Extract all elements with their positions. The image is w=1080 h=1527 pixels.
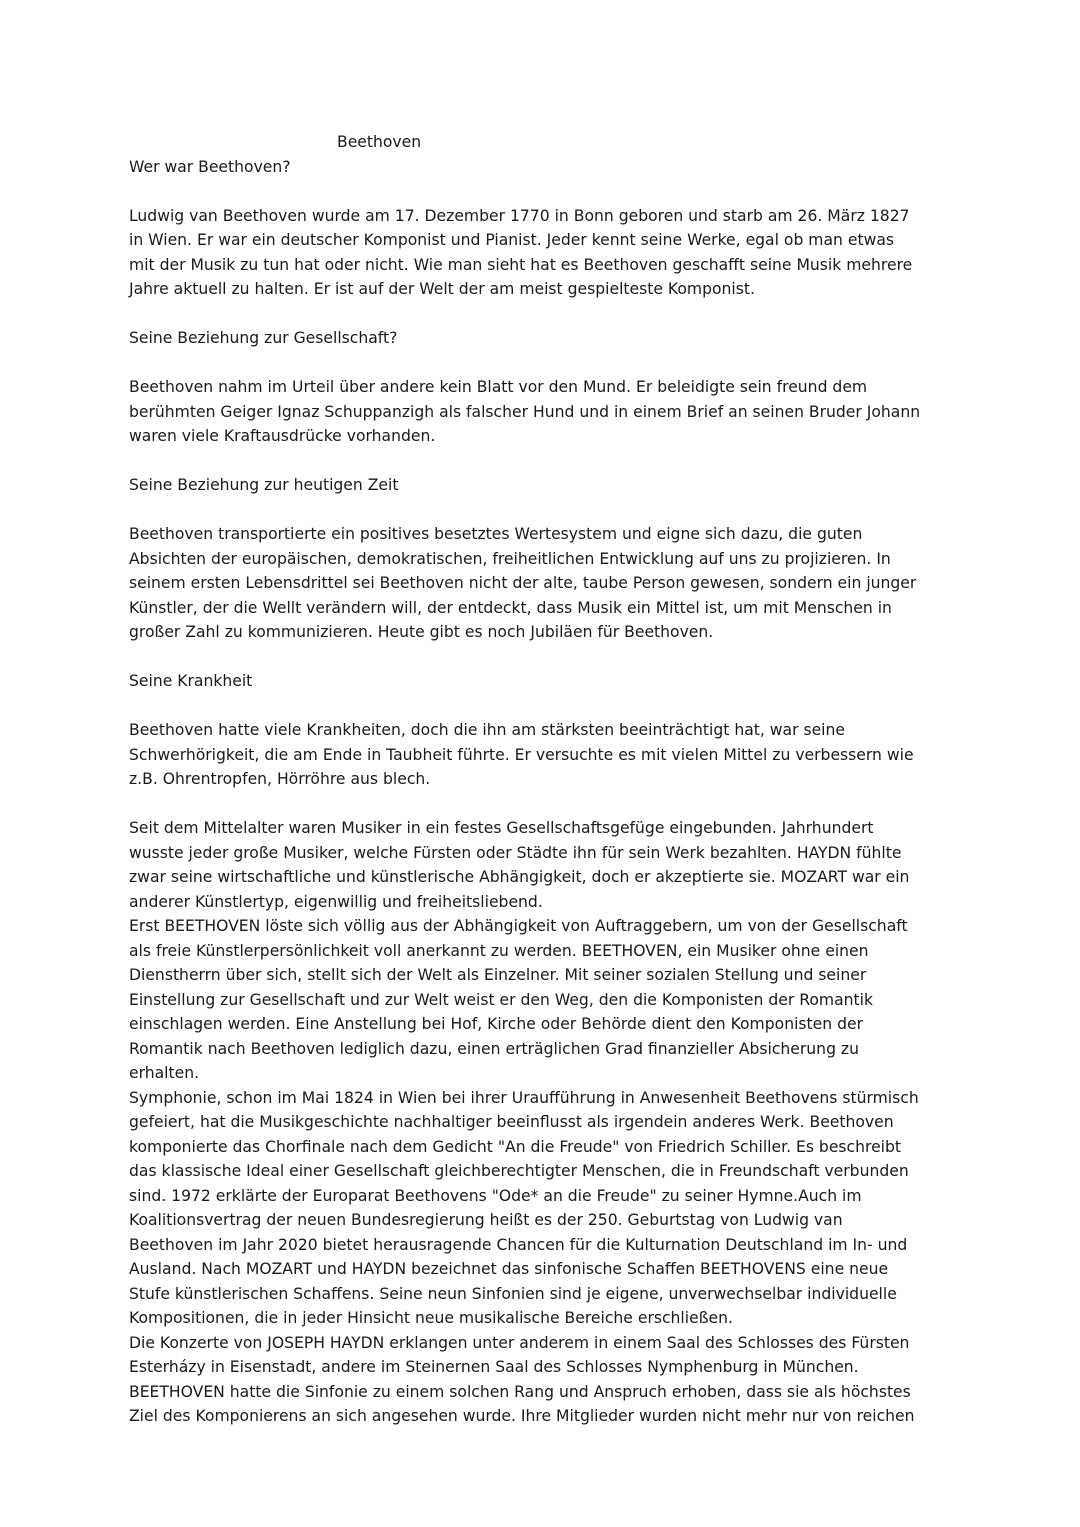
section-body-today: Beethoven transportierte ein positives besetztes Wertesystem und eigne sich dazu, die guten Absichten der europäischen, demokratischen, freiheitlichen Entwicklung auf uns zu projizieren. In seinem ersten Lebensdrittel sei Beethoven nicht der alte, taube Person gewesen, sondern ein junger Künstler, der die Wellt verändern will, der entdeckt, dass Musik ein Mittel ist, um mit Menschen in großer Zahl zu kommunizieren. Heute gibt es noch Jubiläen für Beethoven. bbox=[129, 525, 917, 641]
section-heading-society: Seine Beziehung zur Gesellschaft? bbox=[129, 329, 398, 347]
paragraph-middle-ages: Seit dem Mittelalter waren Musiker in ein festes Gesellschaftsgefüge eingebunden. Jahrhundert wusste jeder große Musiker, welche Fürsten oder Städte ihn für sein Werk bezahlten. HAYDN fühlte zwar seine wirtschaftliche und künstlerische Abhängigkeit, doch er akzeptierte sie. MOZART war ein anderer Künstlertyp, eigenwillig und freiheitsliebend. bbox=[129, 819, 910, 911]
paragraph-symphony: Symphonie, schon im Mai 1824 in Wien bei ihrer Uraufführung in Anwesenheit Beethovens stürmisch gefeiert, hat die Musikgeschichte nachhaltiger beeinflusst als irgendein anderes Werk. Beethoven komponierte das Chorfinale nach dem Gedicht "An die Freude" von Friedrich Schiller. Es beschreibt das klassische Ideal einer Gesellschaft gleichberechtigter Menschen, die in Freundschaft verbunden sind. 1972 erklärte der Europarat Beethovens "Ode* an die Freude" zu seiner Hymne.Auch im Koalitionsvertrag der neuen Bundesregierung heißt es der 250. Geburtstag von Ludwig van Beethoven im Jahr 2020 bietet herausragende Chancen für die Kulturnation Deutschland im In- und Ausland. Nach MOZART und HAYDN bezeichnet das sinfonische Schaffen BEETHOVENS eine neue Stufe künstlerischen Schaffens. Seine neun Sinfonien sind je eigene, unverwechselbar individuelle Kompositionen, die in jeder Hinsicht neue musikalische Bereiche erschließen. bbox=[129, 1088, 919, 1327]
section-heading-who: Wer war Beethoven? bbox=[129, 157, 291, 176]
document-title: Beethoven bbox=[337, 133, 422, 151]
document-page bbox=[129, 130, 954, 1429]
paragraph-independence: Erst BEETHOVEN löste sich völlig aus der Abhängigkeit von Auftraggebern, um von der Gesellschaft als freie Künstlerpersönlichkeit voll anerkannt zu werden. BEETHOVEN, ein Musiker ohne einen Dienstherrn über sich, stellt sich der Welt als Einzelner. Mit seiner sozialen Stellung und seiner Einstellung zur Gesellschaft und zur Welt weist er den Weg, den die Komponisten der Romantik einschlagen werden. Eine Anstellung bei Hof, Kirche oder Behörde dient den Komponisten der Romantik nach Beethoven lediglich dazu, einen erträglichen Grad finanzieller Absicherung zu erhalten. bbox=[129, 917, 908, 1082]
section-body-illness: Beethoven hatte viele Krankheiten, doch die ihn am stärksten beeinträchtigt hat, war seine Schwerhörigkeit, die am Ende in Taubheit führte. Er versuchte es mit vielen Mittel zu verbessern wie z.B. Ohrentropfen, Hörröhre aus blech. bbox=[129, 721, 914, 788]
paragraph-concerts: Die Konzerte von JOSEPH HAYDN erklangen unter anderem in einem Saal des Schlosses des Fürsten Esterházy in Eisenstadt, andere im Steinernen Saal des Schlosses Nymphenburg in München. BEETHOVEN hatte die Sinfonie zu einem solchen Rang und Anspruch erhoben, dass sie als höchstes Ziel des Komponierens an sich angesehen wurde. Ihre Mitglieder wurden nicht mehr nur von reichen bbox=[129, 1333, 915, 1425]
section-heading-today: Seine Beziehung zur heutigen Zeit bbox=[129, 476, 399, 494]
section-body-society: Beethoven nahm im Urteil über andere kein Blatt vor den Mund. Er beleidigte sein freund dem berühmten Geiger Ignaz Schuppanzigh als falscher Hund und in einem Brief an seinen Bruder Johann waren viele Kraftausdrücke vorhanden. bbox=[129, 378, 921, 445]
section-body-who: Ludwig van Beethoven wurde am 17. Dezember 1770 in Bonn geboren und starb am 26. März 1827 in Wien. Er war ein deutscher Komponist und Pianist. Jeder kennt seine Werke, egal ob man etwas mit der Musik zu tun hat oder nicht. Wie man sieht hat es Beethoven geschafft seine Musik mehrere Jahre aktuell zu halten. Er ist auf der Welt der am meist gespielteste Komponist. bbox=[129, 206, 913, 298]
section-heading-illness: Seine Krankheit bbox=[129, 672, 253, 690]
